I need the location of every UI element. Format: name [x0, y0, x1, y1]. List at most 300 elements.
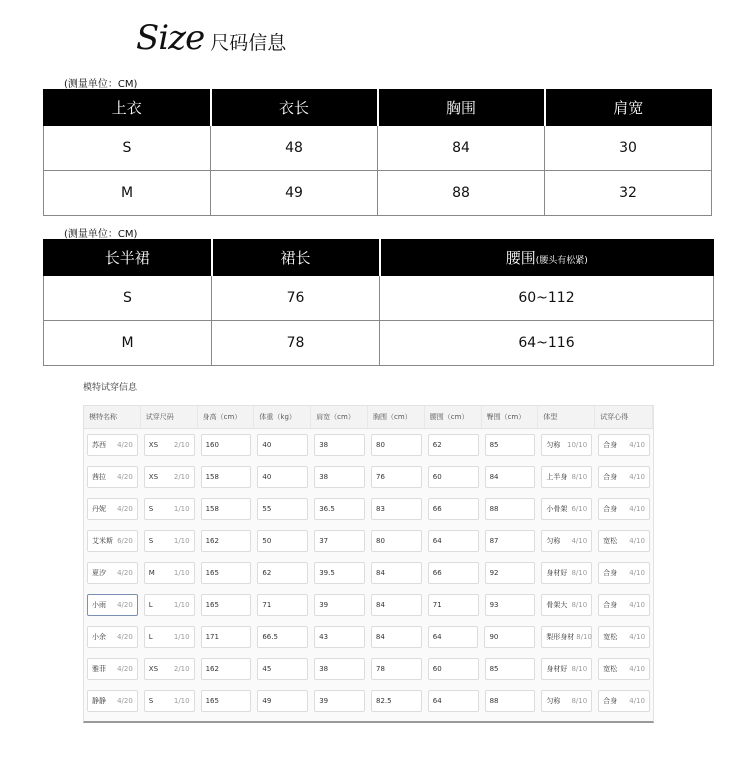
body-type-cell	[538, 653, 595, 685]
model-row	[84, 429, 653, 461]
waist-cell	[425, 493, 482, 525]
try-size-field[interactable]	[144, 466, 195, 488]
try-size-count: 1/10	[173, 537, 190, 545]
chest-field[interactable]	[371, 658, 422, 680]
body-type-cell	[538, 589, 595, 621]
fit-feeling-cell	[595, 493, 653, 525]
model-name-field[interactable]	[87, 530, 138, 552]
waist-value: 66	[432, 505, 442, 513]
fit-feeling-count: 4/10	[629, 601, 645, 609]
header-shoulder: 肩宽	[545, 90, 712, 126]
try-size-count: 1/10	[173, 601, 190, 609]
header-model-name: 模特名称	[84, 406, 141, 428]
chest-cell	[368, 589, 425, 621]
header-shoulder: 肩宽（cm）	[311, 406, 368, 428]
waist-value: 60	[432, 473, 442, 481]
chest-cell: 88	[378, 171, 545, 216]
size-cell: S	[44, 276, 212, 321]
weight-cell	[254, 621, 311, 653]
weight-value: 50	[262, 537, 272, 545]
model-name-cell	[84, 525, 141, 557]
body-type-value: 匀称	[546, 441, 561, 449]
model-name-count: 4/20	[117, 697, 133, 705]
fit-feeling-field[interactable]	[598, 690, 650, 712]
fit-feeling-field[interactable]	[598, 562, 650, 584]
shoulder-cell	[311, 621, 368, 653]
waist-cell	[425, 621, 482, 653]
unit-note-skirt: (测量单位：CM)	[64, 229, 138, 240]
header-try-size: 试穿尺码	[141, 406, 198, 428]
weight-field[interactable]	[257, 626, 308, 648]
try-size-cell	[141, 685, 198, 717]
hip-value: 87	[489, 537, 499, 545]
model-name-field[interactable]	[87, 594, 138, 616]
try-size-count: 2/10	[173, 473, 190, 481]
body-type-cell	[538, 461, 595, 493]
body-type-count: 8/10	[571, 569, 588, 577]
weight-field[interactable]	[257, 658, 308, 680]
height-field[interactable]	[201, 562, 252, 584]
try-size-value: M	[148, 569, 155, 577]
body-type-field[interactable]	[541, 626, 592, 648]
hip-field[interactable]	[485, 530, 536, 552]
hip-value: 90	[489, 633, 499, 641]
weight-value: 71	[262, 601, 272, 609]
chest-cell	[368, 653, 425, 685]
waist-value: 64	[432, 633, 442, 641]
shoulder-field[interactable]	[314, 626, 365, 648]
weight-cell	[254, 493, 311, 525]
chest-cell	[368, 621, 425, 653]
header-fit-feeling: 试穿心得	[595, 406, 653, 428]
weight-cell	[254, 461, 311, 493]
fit-feeling-cell	[595, 685, 653, 717]
height-cell	[198, 621, 255, 653]
try-size-value: XS	[148, 473, 159, 481]
height-cell	[198, 557, 255, 589]
waist-field[interactable]	[428, 626, 479, 648]
model-row	[84, 589, 653, 621]
waist-cell: 64~116	[380, 321, 714, 366]
try-size-cell	[141, 621, 198, 653]
fit-feeling-cell	[595, 589, 653, 621]
try-size-field[interactable]	[144, 626, 195, 648]
table-row	[44, 276, 714, 321]
body-type-field[interactable]	[541, 530, 592, 552]
weight-field[interactable]	[257, 466, 308, 488]
model-name-value: 小余	[92, 633, 106, 641]
body-type-count: 8/10	[571, 665, 588, 673]
fit-feeling-cell	[595, 653, 653, 685]
chest-value: 84	[375, 601, 385, 609]
fit-feeling-field[interactable]	[598, 530, 650, 552]
waist-note: (腰头有松紧)	[535, 256, 588, 266]
try-size-field[interactable]	[144, 658, 195, 680]
try-size-field[interactable]	[144, 690, 195, 712]
hip-value: 85	[489, 441, 499, 449]
body-type-field[interactable]	[541, 690, 592, 712]
waist-value: 60	[432, 665, 442, 673]
model-row	[84, 525, 653, 557]
skirt-length-cell: 78	[212, 321, 380, 366]
chest-field[interactable]	[371, 562, 422, 584]
shoulder-cell	[311, 493, 368, 525]
waist-cell	[425, 557, 482, 589]
body-type-field[interactable]	[541, 658, 592, 680]
hip-value: 84	[489, 473, 499, 481]
try-size-field[interactable]	[144, 530, 195, 552]
body-type-field[interactable]	[541, 562, 592, 584]
height-value: 171	[205, 633, 219, 641]
weight-field[interactable]	[257, 498, 308, 520]
waist-value: 64	[432, 697, 442, 705]
shoulder-cell	[311, 525, 368, 557]
try-size-count: 1/10	[173, 697, 190, 705]
model-name-count: 4/20	[117, 633, 133, 641]
chest-value: 80	[375, 537, 385, 545]
height-value: 165	[205, 697, 219, 705]
model-row	[84, 557, 653, 589]
waist-field[interactable]	[428, 434, 479, 456]
shoulder-field[interactable]	[314, 466, 365, 488]
weight-value: 45	[262, 665, 272, 673]
fit-feeling-count: 4/10	[629, 633, 646, 641]
model-fitting-table	[83, 405, 654, 723]
model-name-value: 静静	[92, 697, 106, 705]
size-cell: M	[44, 171, 211, 216]
try-size-value: S	[148, 537, 154, 545]
model-name-field[interactable]	[87, 434, 138, 456]
shoulder-cell	[311, 653, 368, 685]
unit-note-top: (测量单位：CM)	[64, 79, 138, 90]
model-name-cell	[84, 685, 141, 717]
model-name-field[interactable]	[87, 626, 138, 648]
chest-field[interactable]	[371, 530, 422, 552]
shoulder-cell	[311, 557, 368, 589]
fit-feeling-value: 宽松	[603, 633, 618, 641]
hip-field[interactable]	[485, 658, 536, 680]
hip-field[interactable]	[485, 466, 536, 488]
try-size-count: 2/10	[173, 441, 190, 449]
model-name-field[interactable]	[87, 690, 138, 712]
height-field[interactable]	[201, 690, 252, 712]
shoulder-field[interactable]	[314, 658, 365, 680]
shoulder-cell	[311, 429, 368, 461]
try-size-field[interactable]	[144, 498, 195, 520]
chest-value: 84	[375, 633, 385, 641]
chest-cell	[368, 493, 425, 525]
table-row	[44, 171, 712, 216]
hip-field[interactable]	[485, 594, 536, 616]
model-name-cell	[84, 493, 141, 525]
hip-value: 92	[489, 569, 499, 577]
body-type-value: 匀称	[546, 697, 561, 705]
header-chest: 胸围（cm）	[368, 406, 425, 428]
fit-feeling-count: 4/10	[629, 441, 645, 449]
height-cell	[198, 653, 255, 685]
model-name-field[interactable]	[87, 498, 138, 520]
body-type-count: 8/10	[571, 697, 588, 705]
length-cell: 49	[211, 171, 378, 216]
header-length: 衣长	[211, 90, 378, 126]
body-type-field[interactable]	[541, 594, 592, 616]
header-garment: 上衣	[44, 90, 211, 126]
body-type-field[interactable]	[541, 434, 592, 456]
try-size-cell	[141, 429, 198, 461]
waist-field[interactable]	[428, 530, 479, 552]
hip-cell	[482, 653, 539, 685]
shoulder-value: 39.5	[319, 569, 335, 577]
shoulder-cell	[311, 589, 368, 621]
fit-feeling-field[interactable]	[598, 498, 650, 520]
hip-cell	[482, 589, 539, 621]
fit-feeling-count: 4/10	[629, 505, 645, 513]
model-table-header	[84, 406, 653, 429]
height-field[interactable]	[201, 498, 252, 520]
length-cell: 48	[211, 126, 378, 171]
chest-field[interactable]	[371, 498, 422, 520]
title-cn: 尺码信息	[210, 32, 287, 54]
waist-field[interactable]	[428, 466, 479, 488]
height-field[interactable]	[201, 530, 252, 552]
waist-cell	[425, 461, 482, 493]
try-size-cell	[141, 493, 198, 525]
body-type-count: 8/10	[576, 633, 592, 641]
shoulder-cell	[311, 461, 368, 493]
header-waist: 腰围（cm）	[425, 406, 482, 428]
model-name-value: 艾米斯	[92, 537, 113, 545]
body-type-cell	[538, 557, 595, 589]
shoulder-value: 43	[319, 633, 329, 641]
header-hip: 臀围（cm）	[482, 406, 539, 428]
header-skirt-length: 裙长	[212, 240, 380, 276]
height-field[interactable]	[201, 594, 252, 616]
hip-value: 88	[489, 697, 499, 705]
weight-value: 40	[262, 441, 272, 449]
weight-field[interactable]	[257, 434, 308, 456]
shoulder-value: 39	[319, 697, 329, 705]
chest-cell: 84	[378, 126, 545, 171]
body-type-count: 4/10	[571, 537, 588, 545]
try-size-count: 1/10	[173, 569, 190, 577]
hip-cell	[482, 685, 539, 717]
shoulder-field[interactable]	[314, 498, 365, 520]
waist-field[interactable]	[428, 498, 479, 520]
try-size-field[interactable]	[144, 594, 195, 616]
weight-value: 62	[262, 569, 272, 577]
height-field[interactable]	[201, 658, 252, 680]
model-name-field[interactable]	[87, 562, 138, 584]
shoulder-value: 37	[319, 537, 329, 545]
weight-field[interactable]	[257, 690, 308, 712]
chest-value: 76	[375, 473, 385, 481]
try-size-value: L	[148, 633, 153, 641]
model-name-value: 小雨	[92, 601, 106, 609]
try-size-value: L	[148, 601, 153, 609]
chest-field[interactable]	[371, 690, 422, 712]
model-name-value: 茜拉	[92, 473, 106, 481]
height-field[interactable]	[201, 626, 252, 648]
size-cell: M	[44, 321, 212, 366]
chest-value: 84	[375, 569, 385, 577]
waist-value: 64	[432, 537, 442, 545]
body-type-value: 梨形身材	[546, 633, 575, 641]
fit-feeling-field[interactable]	[598, 658, 650, 680]
waist-cell	[425, 653, 482, 685]
body-type-value: 身材好	[546, 569, 568, 577]
header-height: 身高（cm）	[198, 406, 255, 428]
shoulder-field[interactable]	[314, 594, 365, 616]
fit-feeling-count: 4/10	[629, 537, 645, 545]
shoulder-field[interactable]	[314, 690, 365, 712]
chest-field[interactable]	[371, 434, 422, 456]
model-name-cell	[84, 621, 141, 653]
model-name-count: 4/20	[117, 473, 133, 481]
header-chest: 胸围	[378, 90, 545, 126]
hip-cell	[482, 493, 539, 525]
weight-value: 49	[262, 697, 272, 705]
hip-value: 88	[489, 505, 499, 513]
height-value: 162	[205, 665, 219, 673]
waist-field[interactable]	[428, 562, 479, 584]
waist-cell	[425, 685, 482, 717]
try-size-cell	[141, 557, 198, 589]
weight-field[interactable]	[257, 594, 308, 616]
fit-feeling-count: 4/10	[629, 697, 645, 705]
header-waist	[380, 240, 714, 276]
height-field[interactable]	[201, 434, 252, 456]
shoulder-field[interactable]	[314, 530, 365, 552]
chest-value: 80	[375, 441, 385, 449]
model-name-count: 4/20	[117, 601, 133, 609]
model-row	[84, 685, 653, 717]
model-table-body	[84, 429, 653, 717]
body-type-field[interactable]	[541, 466, 592, 488]
fit-feeling-cell	[595, 429, 653, 461]
height-cell	[198, 589, 255, 621]
header-skirt: 长半裙	[44, 240, 212, 276]
shoulder-value: 38	[319, 665, 329, 673]
waist-field[interactable]	[428, 690, 479, 712]
height-value: 165	[205, 601, 219, 609]
size-cell: S	[44, 126, 211, 171]
waist-label: 腰围	[505, 249, 536, 267]
fit-feeling-value: 合身	[603, 569, 618, 577]
chest-value: 82.5	[375, 697, 392, 705]
model-name-cell	[84, 653, 141, 685]
table-row	[44, 321, 714, 366]
height-value: 165	[205, 569, 219, 577]
hip-field[interactable]	[485, 498, 536, 520]
height-value: 162	[205, 537, 219, 545]
hip-cell	[482, 461, 539, 493]
shoulder-field[interactable]	[314, 562, 365, 584]
model-name-value: 丹妮	[92, 505, 106, 513]
model-name-field[interactable]	[87, 466, 138, 488]
weight-cell	[254, 653, 311, 685]
chest-cell	[368, 525, 425, 557]
fit-feeling-value: 合身	[603, 473, 618, 481]
chest-field[interactable]	[371, 466, 422, 488]
fit-feeling-count: 4/10	[629, 473, 645, 481]
weight-cell	[254, 589, 311, 621]
hip-field[interactable]	[484, 626, 535, 648]
shoulder-cell: 30	[545, 126, 712, 171]
model-name-cell	[84, 429, 141, 461]
model-name-cell	[84, 557, 141, 589]
waist-field[interactable]	[428, 594, 479, 616]
model-name-count: 6/20	[117, 537, 133, 545]
model-row	[84, 621, 653, 653]
height-field[interactable]	[201, 466, 252, 488]
chest-field[interactable]	[371, 594, 422, 616]
fit-feeling-count: 4/10	[629, 569, 645, 577]
model-name-count: 4/20	[117, 505, 133, 513]
shoulder-value: 38	[319, 473, 329, 481]
hip-value: 93	[489, 601, 499, 609]
model-caption: 模特试穿信息	[83, 383, 138, 393]
body-type-value: 匀称	[546, 537, 561, 545]
shoulder-cell: 32	[545, 171, 712, 216]
shoulder-field[interactable]	[314, 434, 365, 456]
fit-feeling-value: 合身	[603, 505, 618, 513]
model-row	[84, 653, 653, 685]
weight-cell	[254, 685, 311, 717]
fit-feeling-field[interactable]	[598, 434, 650, 456]
shoulder-value: 39	[319, 601, 329, 609]
try-size-count: 1/10	[173, 505, 190, 513]
hip-field[interactable]	[485, 690, 536, 712]
fit-feeling-cell	[595, 557, 653, 589]
shoulder-cell	[311, 685, 368, 717]
fit-feeling-count: 4/10	[629, 665, 645, 673]
hip-field[interactable]	[485, 434, 536, 456]
shoulder-value: 38	[319, 441, 329, 449]
fit-feeling-field[interactable]	[598, 594, 650, 616]
skirt-length-cell: 76	[212, 276, 380, 321]
height-cell	[198, 685, 255, 717]
height-cell	[198, 525, 255, 557]
model-name-field[interactable]	[87, 658, 138, 680]
fit-feeling-field[interactable]	[598, 626, 650, 648]
waist-field[interactable]	[428, 658, 479, 680]
body-type-cell	[538, 525, 595, 557]
waist-value: 62	[432, 441, 442, 449]
body-type-count: 8/10	[571, 601, 588, 609]
title-script: Size	[136, 18, 205, 58]
body-type-field[interactable]	[541, 498, 592, 520]
body-type-value: 骨架大	[546, 601, 568, 609]
fit-feeling-field[interactable]	[598, 466, 650, 488]
body-type-cell	[538, 621, 595, 653]
header-body-type: 体型	[538, 406, 595, 428]
fit-feeling-value: 合身	[603, 441, 618, 449]
body-type-count: 8/10	[571, 473, 588, 481]
weight-field[interactable]	[257, 562, 308, 584]
waist-cell	[425, 525, 482, 557]
try-size-field[interactable]	[144, 562, 195, 584]
try-size-value: S	[148, 697, 154, 705]
body-type-count: 6/10	[571, 505, 588, 513]
try-size-field[interactable]	[144, 434, 195, 456]
model-name-value: 夏汐	[92, 569, 106, 577]
chest-field[interactable]	[371, 626, 422, 648]
try-size-value: S	[148, 505, 154, 513]
hip-field[interactable]	[485, 562, 536, 584]
skirt-size-table	[43, 239, 714, 366]
weight-value: 40	[262, 473, 272, 481]
weight-field[interactable]	[257, 530, 308, 552]
